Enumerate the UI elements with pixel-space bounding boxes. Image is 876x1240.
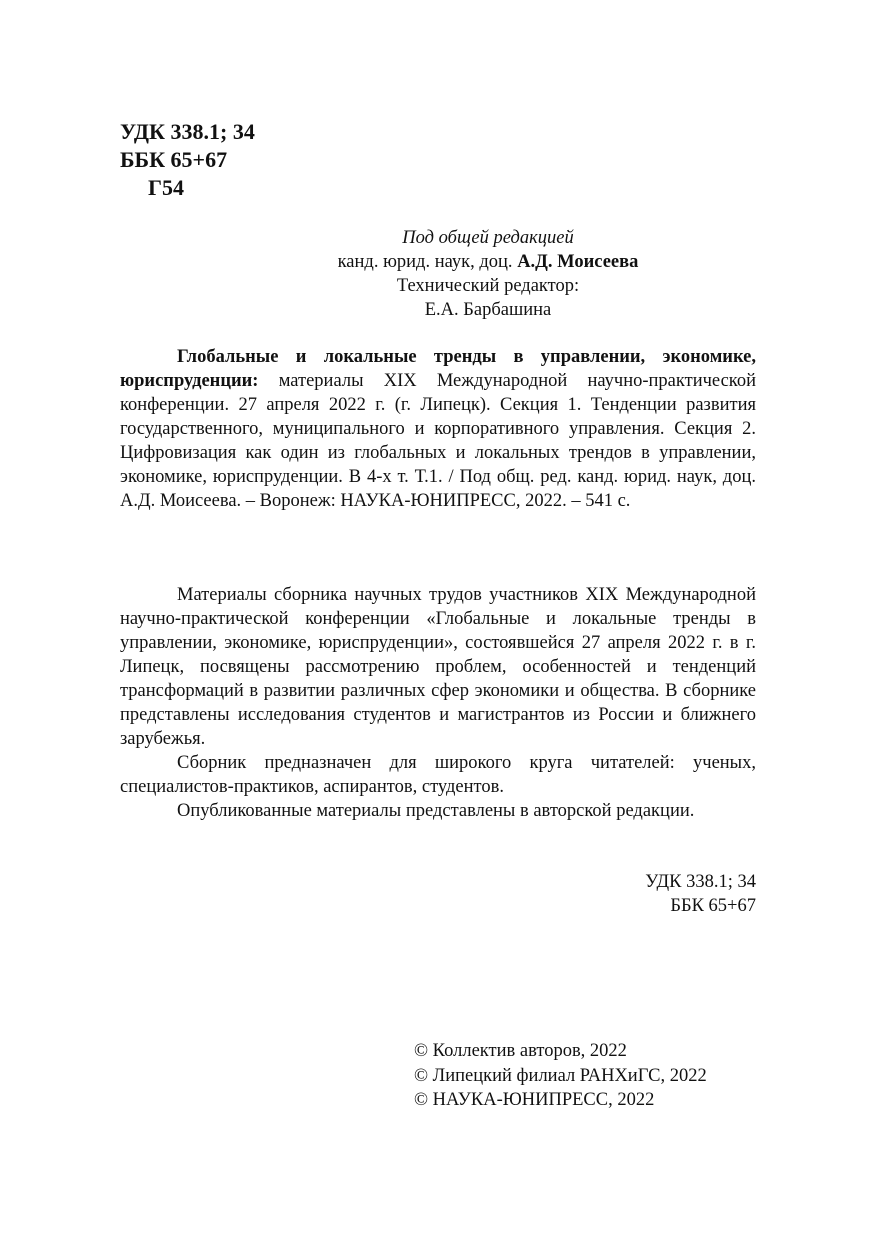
abstract-paragraph: Материалы сборника научных трудов участников XIX Международной научно-практической конференции «Глобальные и локальные тренды в управлении, экономике, юриспруденции», состоявшейся 27 апреля 2022 г. в г. Липецк, посвящены рассмотрению проблем, особенностей и тенденций трансформаций в развитии различных сфер экономики и общества. В сборнике представлены исследования студентов и магистрантов из России и ближнего зарубежья. — [120, 585, 756, 749]
abstract — [120, 583, 756, 823]
editor-prefix: канд. юрид. наук, доц. — [337, 252, 513, 272]
udk-code: УДК 338.1; 34 — [120, 119, 255, 144]
copyright-block — [414, 1039, 707, 1113]
editor-block — [220, 226, 756, 322]
abstract-paragraph: Сборник предназначен для широкого круга читателей: ученых, специалистов-практиков, аспирантов, студентов. — [120, 753, 756, 797]
bibliographic-description — [120, 345, 756, 513]
tech-editor-label: Технический редактор: — [396, 276, 580, 296]
udk-code-right: УДК 338.1; 34 — [645, 872, 756, 892]
book-description: материалы XIX Международной научно-практической конференции. 27 апреля 2022 г. (г. Липецк). Секция 1. Тенденции развития государственного, муниципального и корпоративного управления. Секция 2. Цифровизация как один из глобальных и локальных трендов в управлении, экономике, юриспруденции. В 4-х т. Т.1. / Под общ. ред. канд. юрид. наук, доц. А.Д. Моисеева. – Воронеж: НАУКА-ЮНИПРЕСС, 2022. – 541 с. — [120, 371, 757, 511]
copyright-line: © Коллектив авторов, 2022 — [414, 1041, 627, 1061]
copyright-line: © Липецкий филиал РАНХиГС, 2022 — [414, 1065, 707, 1086]
bbk-code: ББК 65+67 — [120, 147, 228, 172]
general-edit-label: Под общей редакцией — [402, 228, 574, 248]
editor-line — [220, 250, 756, 274]
bbk-code-right: ББК 65+67 — [670, 896, 756, 916]
book-title: Глобальные и локальные тренды в управлении, экономике, юриспруденции: — [120, 347, 756, 391]
editor-name: А.Д. Моисеева — [517, 252, 639, 272]
classification-codes — [120, 118, 255, 202]
author-mark: Г54 — [148, 175, 184, 200]
abstract-paragraph: Опубликованные материалы представлены в авторской редакции. — [177, 801, 695, 821]
tech-editor-name: Е.А. Барбашина — [424, 300, 552, 320]
copyright-line: © НАУКА-ЮНИПРЕСС, 2022 — [414, 1090, 655, 1110]
classification-codes-right — [645, 870, 756, 918]
